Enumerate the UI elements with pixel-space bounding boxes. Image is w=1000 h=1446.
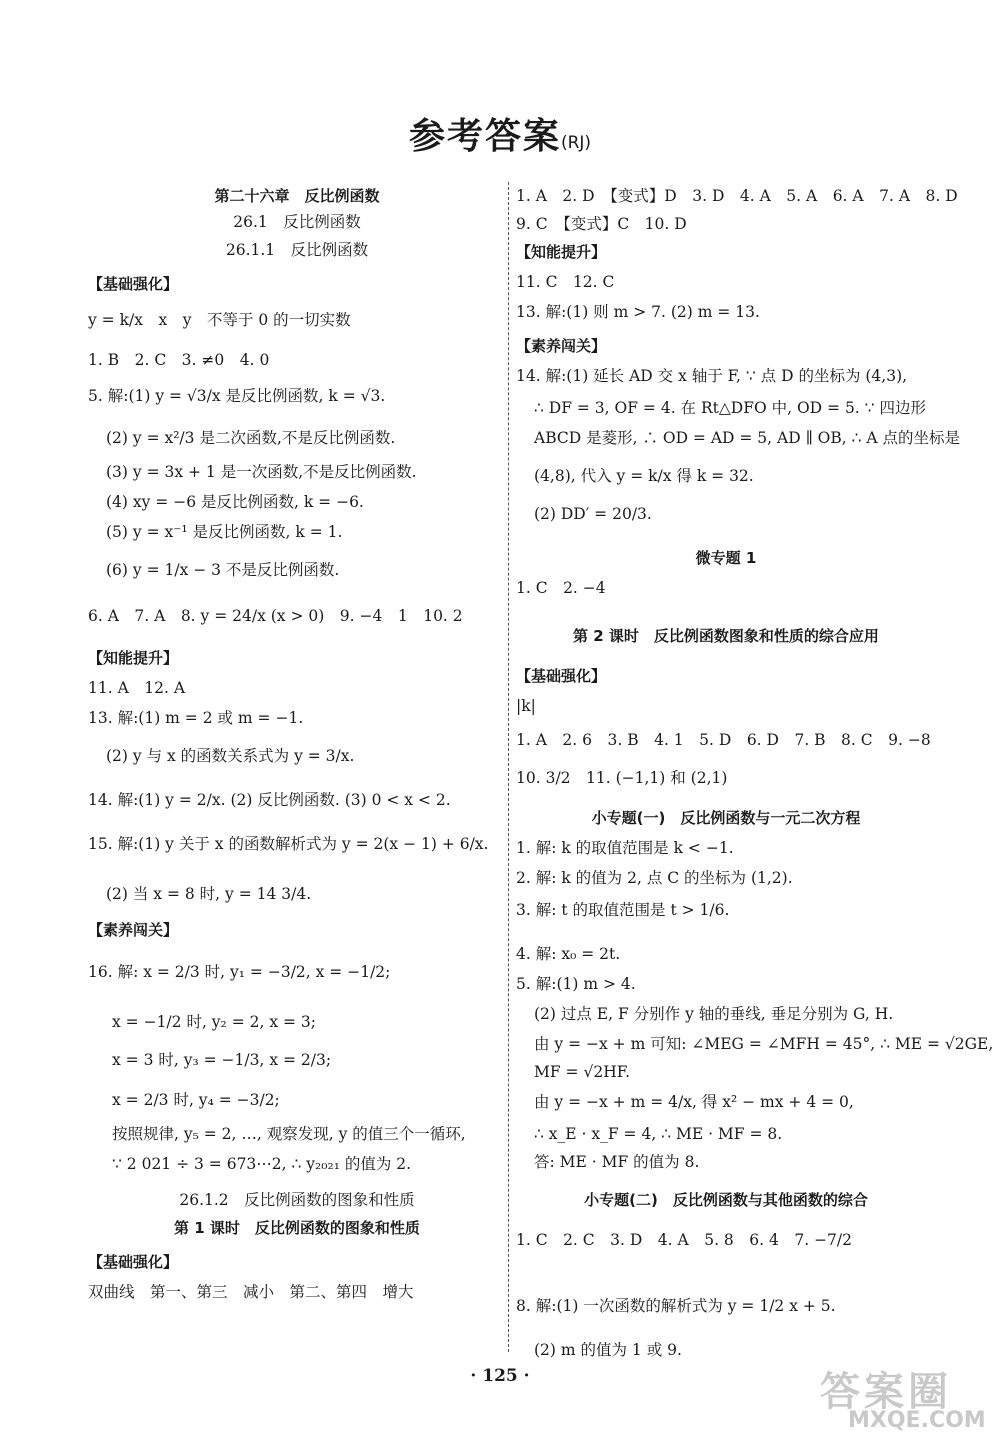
left-line: 11. A 12. A (88, 679, 186, 697)
right-line: 【知能提升】 (516, 243, 607, 261)
page-title-sub: (RJ) (560, 133, 592, 153)
right-line: 1. A 2. 6 3. B 4. 1 5. D 6. D 7. B 8. C 9. −8 (516, 731, 931, 749)
left-line: 【基础强化】 (88, 1253, 179, 1271)
left-line: 16. 解: x = 2/3 时, y₁ = −3/2, x = −1/2; (88, 963, 391, 981)
left-line: ∵ 2 021 ÷ 3 = 673⋯2, ∴ y₂₀₂₁ 的值为 2. (112, 1155, 412, 1173)
right-line: 1. 解: k 的取值范围是 k < −1. (516, 839, 734, 857)
left-line: 26.1.1 反比例函数 (225, 241, 369, 259)
left-line: x = −1/2 时, y₂ = 2, x = 3; (112, 1013, 316, 1031)
left-line: 按照规律, y₅ = 2, …, 观察发现, y 的值三个一循环, (112, 1125, 466, 1143)
right-line: 答: ME · MF 的值为 8. (534, 1153, 700, 1171)
right-line: MF = √2HF. (534, 1063, 630, 1081)
left-line: 26.1.2 反比例函数的图象和性质 (179, 1191, 415, 1209)
left-line: (2) y = x²/3 是二次函数,不是反比例函数. (106, 429, 396, 447)
left-line: (3) y = 3x + 1 是一次函数,不是反比例函数. (106, 463, 417, 481)
right-line: 5. 解:(1) m > 4. (516, 975, 636, 993)
right-line: 微专题 1 (695, 549, 757, 567)
right-line: |k| (516, 697, 536, 715)
right-line: 14. 解:(1) 延长 AD 交 x 轴于 F, ∵ 点 D 的坐标为 (4,3), (516, 367, 908, 385)
left-line: 第 1 课时 反比例函数的图象和性质 (174, 1219, 420, 1237)
left-line: 【素养闯关】 (88, 921, 179, 939)
left-line: 26.1 反比例函数 (233, 213, 361, 231)
left-line: 6. A 7. A 8. y = 24/x (x > 0) 9. −4 1 10. 2 (88, 607, 463, 625)
right-line: 第 2 课时 反比例函数图象和性质的综合应用 (573, 627, 879, 645)
right-line: ∴ x_E · x_F = 4, ∴ ME · MF = 8. (534, 1125, 783, 1143)
left-line: x = 3 时, y₃ = −1/3, x = 2/3; (112, 1051, 332, 1069)
left-line: (2) 当 x = 8 时, y = 14 3/4. (106, 885, 312, 903)
right-line: 8. 解:(1) 一次函数的解析式为 y = 1/2 x + 5. (516, 1297, 836, 1315)
right-line: 11. C 12. C (516, 273, 615, 291)
column-divider (508, 182, 509, 1352)
right-line: 10. 3/2 11. (−1,1) 和 (2,1) (516, 769, 728, 787)
right-line: (2) 过点 E, F 分别作 y 轴的垂线, 垂足分别为 G, H. (534, 1005, 894, 1023)
left-line: 第二十六章 反比例函数 (214, 187, 380, 205)
right-line: 2. 解: k 的值为 2, 点 C 的坐标为 (1,2). (516, 869, 793, 887)
watermark-bottom: MXQE.COM (848, 1408, 986, 1433)
right-line: ∴ DF = 3, OF = 4. 在 Rt△DFO 中, OD = 5. ∵ 四边形 (534, 399, 926, 417)
right-line: 1. C 2. −4 (516, 579, 606, 597)
right-line: (2) DD′ = 20/3. (534, 505, 652, 523)
right-line: 由 y = −x + m 可知: ∠MEG = ∠MFH = 45°, ∴ ME = √2GE, (534, 1035, 994, 1053)
left-line: (5) y = x⁻¹ 是反比例函数, k = 1. (106, 523, 343, 541)
right-line: 由 y = −x + m = 4/x, 得 x² − mx + 4 = 0, (534, 1093, 854, 1111)
left-line: 1. B 2. C 3. ≠0 4. 0 (88, 351, 270, 369)
right-line: (4,8), 代入 y = k/x 得 k = 32. (534, 467, 754, 485)
left-line: y = k/x x y 不等于 0 的一切实数 (88, 311, 351, 329)
watermark-logo (808, 1360, 994, 1440)
right-line: 9. C 【变式】C 10. D (516, 215, 687, 233)
left-line: 5. 解:(1) y = √3/x 是反比例函数, k = √3. (88, 387, 386, 405)
page-number: · 125 · (470, 1366, 530, 1386)
left-line: 【知能提升】 (88, 649, 179, 667)
watermark-top: 答案圈 (820, 1369, 952, 1415)
left-line: 15. 解:(1) y 关于 x 的函数解析式为 y = 2(x − 1) + 6/x. (88, 835, 489, 853)
left-line: 14. 解:(1) y = 2/x. (2) 反比例函数. (3) 0 < x < 2. (88, 791, 451, 809)
right-line: (2) m 的值为 1 或 9. (534, 1341, 682, 1359)
left-line: (6) y = 1/x − 3 不是反比例函数. (106, 561, 340, 579)
right-line: 1. A 2. D 【变式】D 3. D 4. A 5. A 6. A 7. A 8. D (516, 187, 958, 205)
left-line: x = 2/3 时, y₄ = −3/2; (112, 1091, 280, 1109)
left-line: 【基础强化】 (88, 275, 179, 293)
right-line: ABCD 是菱形, ∴ OD = AD = 5, AD ∥ OB, ∴ A 点的坐标是 (534, 429, 961, 447)
page-title (0, 108, 1000, 159)
left-line: 双曲线 第一、第三 减小 第二、第四 增大 (88, 1283, 414, 1301)
page-title-text: 参考答案 (408, 116, 561, 157)
right-line: 3. 解: t 的取值范围是 t > 1/6. (516, 901, 730, 919)
right-line: 4. 解: x₀ = 2t. (516, 945, 621, 963)
left-line: (2) y 与 x 的函数关系式为 y = 3/x. (106, 747, 355, 765)
right-line: 【素养闯关】 (516, 337, 607, 355)
right-line: 小专题(一) 反比例函数与一元二次方程 (591, 809, 861, 827)
right-line: 小专题(二) 反比例函数与其他函数的综合 (584, 1191, 868, 1209)
right-line: 1. C 2. C 3. D 4. A 5. 8 6. 4 7. −7/2 (516, 1231, 853, 1249)
right-line: 【基础强化】 (516, 667, 607, 685)
left-line: (4) xy = −6 是反比例函数, k = −6. (106, 493, 364, 511)
left-line: 13. 解:(1) m = 2 或 m = −1. (88, 709, 304, 727)
right-line: 13. 解:(1) 则 m > 7. (2) m = 13. (516, 303, 760, 321)
